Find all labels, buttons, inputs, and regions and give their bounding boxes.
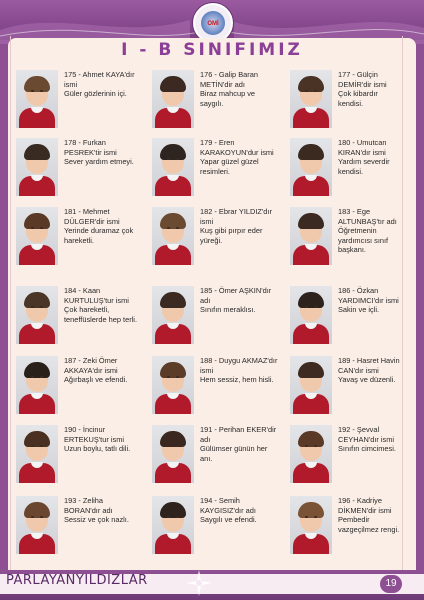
caption-line: 187 - Zeki Ömer — [64, 356, 118, 365]
student-photo — [290, 425, 332, 483]
photo-hair — [24, 431, 50, 447]
caption-line: CEYHAN'dır ismi — [338, 434, 395, 444]
photo-hair — [160, 362, 186, 378]
caption-line: KURTULUŞ'tur ismi — [64, 295, 129, 305]
photo-hair — [298, 502, 324, 518]
student-photo — [16, 286, 58, 344]
caption-line: resimleri. — [200, 166, 230, 176]
student-caption — [64, 496, 150, 525]
photo-eye — [314, 158, 317, 160]
caption-line: Öğretmenin — [338, 226, 377, 236]
caption-line: Yerinde duramaz çok — [64, 226, 134, 236]
student-card — [16, 138, 146, 198]
photo-eye — [31, 516, 34, 518]
photo-hair — [298, 144, 324, 160]
caption-line: Kuş gibi pırpır eder — [200, 226, 263, 236]
student-caption — [200, 425, 286, 463]
caption-line: CAN'dır ismi — [338, 365, 379, 375]
photo-eye — [305, 306, 308, 308]
caption-line: Hem sessiz, hem hisli. — [200, 375, 274, 385]
caption-line: Sessiz ve çok nazlı. — [64, 515, 129, 525]
school-logo-text: OMİ — [207, 21, 219, 27]
caption-line: ismi — [200, 365, 214, 375]
student-photo — [16, 425, 58, 483]
caption-line: Sakin ve içli. — [338, 305, 380, 315]
photo-eye — [40, 445, 43, 447]
photo-eye — [40, 376, 43, 378]
student-photo — [290, 138, 332, 196]
caption-line: DİKMEN'dir ismi — [338, 505, 392, 515]
photo-eye — [40, 90, 43, 92]
caption-line: 186 - Özkan — [338, 286, 379, 295]
student-caption — [64, 70, 150, 99]
student-card — [152, 70, 282, 130]
caption-line: Çok hareketli, — [64, 305, 110, 315]
student-card — [16, 286, 146, 346]
photo-eye — [167, 90, 170, 92]
photo-eye — [176, 376, 179, 378]
caption-line: Pembedir — [338, 515, 370, 525]
student-card — [152, 425, 282, 485]
caption-line: ALTUNBAŞ'tır adı — [338, 216, 397, 226]
student-card — [290, 356, 420, 416]
student-caption — [200, 356, 286, 385]
photo-hair — [298, 362, 324, 378]
page-number: 19 — [380, 575, 402, 593]
photo-hair — [160, 76, 186, 92]
student-photo — [152, 496, 194, 554]
photo-hair — [160, 144, 186, 160]
photo-hair — [24, 502, 50, 518]
caption-line: Sınıfın cimcimesi. — [338, 444, 396, 454]
caption-line: Gülümser günün her — [200, 444, 268, 454]
photo-eye — [167, 376, 170, 378]
student-caption — [338, 356, 424, 385]
photo-eye — [305, 227, 308, 229]
student-photo — [290, 207, 332, 265]
photo-hair — [298, 292, 324, 308]
caption-line: ERTEKUŞ'tur ismi — [64, 434, 124, 444]
caption-line: Biraz mahcup ve — [200, 89, 256, 99]
photo-eye — [40, 306, 43, 308]
caption-line: Güler gözlerinin içi. — [64, 89, 127, 99]
sparkle-star-icon — [186, 570, 212, 596]
photo-eye — [176, 445, 179, 447]
caption-line: Yavaş ve düzenli. — [338, 375, 396, 385]
caption-line: METİN'dir adı — [200, 79, 245, 89]
caption-line: hareketli. — [64, 235, 94, 245]
photo-eye — [31, 376, 34, 378]
photo-eye — [314, 376, 317, 378]
student-caption — [200, 496, 286, 525]
student-photo — [16, 496, 58, 554]
caption-line: 184 - Kaan — [64, 286, 101, 295]
student-card — [152, 207, 282, 267]
student-caption — [64, 207, 150, 245]
caption-line: Saygılı ve efendi. — [200, 515, 257, 525]
photo-eye — [40, 516, 43, 518]
student-caption — [64, 286, 150, 324]
caption-line: Uzun boylu, tatlı dili. — [64, 444, 131, 454]
photo-eye — [314, 90, 317, 92]
student-photo — [290, 70, 332, 128]
student-photo — [152, 425, 194, 483]
caption-line: saygılı. — [200, 98, 224, 108]
photo-eye — [176, 516, 179, 518]
student-card — [290, 207, 420, 267]
caption-line: 189 - Hasret Havin — [338, 356, 400, 365]
caption-line: yüreği. — [200, 235, 223, 245]
student-caption — [338, 286, 424, 315]
photo-hair — [160, 213, 186, 229]
caption-line: Çok kibardır — [338, 89, 378, 99]
student-caption — [338, 70, 424, 108]
student-photo — [16, 356, 58, 414]
photo-hair — [160, 502, 186, 518]
photo-eye — [31, 227, 34, 229]
caption-line: 177 - Gülçin — [338, 70, 378, 79]
page-title: I - B SINIFIMIZ — [121, 40, 303, 60]
student-caption — [200, 70, 286, 108]
student-photo — [16, 207, 58, 265]
photo-eye — [40, 227, 43, 229]
photo-eye — [40, 158, 43, 160]
caption-line: 176 - Galip Baran — [200, 70, 258, 79]
brand-wordmark — [6, 573, 148, 588]
student-card — [152, 496, 282, 556]
photo-hair — [24, 362, 50, 378]
student-caption — [338, 496, 424, 534]
photo-eye — [305, 158, 308, 160]
student-card — [152, 356, 282, 416]
caption-line: KIRAN'dır ismi — [338, 147, 386, 157]
caption-line: 179 - Eren — [200, 138, 235, 147]
caption-line: 196 - Kadriye — [338, 496, 382, 505]
photo-hair — [24, 292, 50, 308]
student-card — [290, 496, 420, 556]
student-photo — [152, 138, 194, 196]
photo-hair — [160, 292, 186, 308]
student-caption — [338, 138, 424, 176]
student-card — [290, 425, 420, 485]
caption-line: 194 - Semih — [200, 496, 240, 505]
student-caption — [200, 138, 286, 176]
caption-line: 190 - İncinur — [64, 425, 106, 434]
caption-line: ismi — [64, 79, 78, 89]
caption-line: 188 - Duygu AKMAZ'dır — [200, 356, 278, 365]
student-card — [16, 356, 146, 416]
caption-line: ismi — [200, 216, 214, 226]
caption-line: 181 - Mehmet — [64, 207, 110, 216]
photo-hair — [298, 76, 324, 92]
caption-line: vazgeçilmez rengi. — [338, 524, 400, 534]
caption-line: 175 - Ahmet KAYA'dır — [64, 70, 135, 79]
student-card — [290, 70, 420, 130]
student-card — [290, 138, 420, 198]
student-caption — [200, 286, 286, 315]
photo-eye — [305, 516, 308, 518]
caption-line: 180 - Umutcan — [338, 138, 387, 147]
caption-line: KARAKOYUN'dur ismi — [200, 147, 274, 157]
brand-part2: YILDIZLAR — [75, 573, 148, 588]
student-card — [290, 286, 420, 346]
caption-line: BORAN'dır adı — [64, 505, 113, 515]
student-photo — [290, 286, 332, 344]
student-card — [16, 425, 146, 485]
student-caption — [64, 138, 150, 167]
photo-eye — [167, 445, 170, 447]
photo-eye — [167, 306, 170, 308]
student-photo — [290, 356, 332, 414]
caption-line: 183 - Ege — [338, 207, 371, 216]
photo-hair — [298, 431, 324, 447]
photo-hair — [24, 144, 50, 160]
photo-eye — [167, 227, 170, 229]
caption-line: başkanı. — [338, 245, 366, 255]
student-photo — [290, 496, 332, 554]
student-caption — [64, 425, 150, 454]
caption-line: 178 - Furkan — [64, 138, 106, 147]
photo-eye — [176, 227, 179, 229]
caption-line: Ağırbaşlı ve efendi. — [64, 375, 128, 385]
caption-line: adı — [200, 434, 211, 444]
photo-eye — [167, 516, 170, 518]
caption-line: 185 - Ömer AŞKIN'dır — [200, 286, 272, 295]
photo-eye — [31, 445, 34, 447]
caption-line: adı — [200, 295, 211, 305]
photo-hair — [24, 76, 50, 92]
photo-eye — [176, 90, 179, 92]
caption-line: kendisi. — [338, 98, 364, 108]
student-card — [152, 286, 282, 346]
photo-eye — [314, 227, 317, 229]
photo-eye — [314, 306, 317, 308]
student-card — [16, 496, 146, 556]
student-caption — [338, 425, 424, 454]
caption-line: KAYGISIZ'dır adı — [200, 505, 256, 515]
caption-line: Sever yardım etmeyi. — [64, 157, 134, 167]
caption-line: DÜLGER'dir ismi — [64, 216, 120, 226]
photo-hair — [160, 431, 186, 447]
photo-eye — [31, 90, 34, 92]
caption-line: Sınıfın meraklısı. — [200, 305, 256, 315]
caption-line: 193 - Zeliha — [64, 496, 104, 505]
photo-eye — [176, 306, 179, 308]
caption-line: teneffüslerde hep terli. — [64, 314, 137, 324]
photo-eye — [167, 158, 170, 160]
caption-line: anı. — [200, 453, 213, 463]
student-card — [16, 207, 146, 267]
caption-line: kendisi. — [338, 166, 364, 176]
caption-line: Yapar güzel güzel — [200, 157, 259, 167]
photo-eye — [31, 306, 34, 308]
photo-eye — [305, 90, 308, 92]
caption-line: yardımcısı sınıf — [338, 235, 389, 245]
photo-eye — [305, 376, 308, 378]
caption-line: Yardım severdir — [338, 157, 390, 167]
caption-line: 182 - Ebrar YILDIZ'dır — [200, 207, 272, 216]
student-photo — [152, 356, 194, 414]
photo-eye — [176, 158, 179, 160]
student-photo — [152, 70, 194, 128]
student-card — [16, 70, 146, 130]
caption-line: DEMİR'dir ismi — [338, 79, 387, 89]
photo-hair — [298, 213, 324, 229]
caption-line: YARDIMCI'dır ismi — [338, 295, 399, 305]
student-caption — [338, 207, 424, 255]
caption-line: AKKAYA'dır ismi — [64, 365, 118, 375]
caption-line: PESREK'tir ismi — [64, 147, 117, 157]
student-photo — [16, 138, 58, 196]
student-photo — [152, 207, 194, 265]
student-caption — [200, 207, 286, 245]
photo-eye — [31, 158, 34, 160]
student-photo — [152, 286, 194, 344]
photo-eye — [314, 445, 317, 447]
photo-eye — [305, 445, 308, 447]
caption-line: 191 - Perihan EKER'dir — [200, 425, 277, 434]
caption-line: 192 - Şevval — [338, 425, 380, 434]
student-card — [152, 138, 282, 198]
student-caption — [64, 356, 150, 385]
photo-hair — [24, 213, 50, 229]
brand-part1: PARLAYAN — [6, 573, 76, 588]
student-photo — [16, 70, 58, 128]
photo-eye — [314, 516, 317, 518]
